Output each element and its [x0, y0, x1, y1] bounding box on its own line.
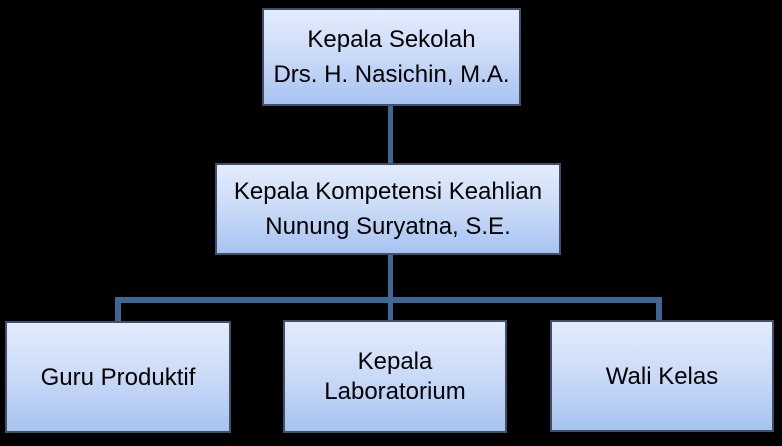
connector-manager-stem — [388, 255, 393, 321]
connector-drop-left — [115, 297, 121, 323]
org-box-kepala-kompetensi-keahlian — [215, 163, 561, 255]
person-name: Drs. H. Nasichin, M.A. — [273, 61, 510, 88]
org-box-kepala-laboratorium — [283, 320, 507, 433]
org-box-guru-produktif — [5, 321, 231, 433]
person-name: Nunung Suryatna, S.E. — [265, 213, 511, 240]
role-title: Kepala Sekolah — [307, 26, 476, 53]
connector-root-to-manager — [388, 106, 393, 163]
connector-horizontal-bar — [115, 297, 662, 303]
role-title: Kepala Laboratorium — [324, 347, 466, 405]
role-title: Kepala Kompetensi Keahlian — [233, 178, 543, 205]
org-box-kepala-sekolah — [262, 8, 521, 106]
org-box-wali-kelas — [550, 320, 774, 432]
role-title: Wali Kelas — [605, 362, 719, 390]
role-title: Guru Produktif — [40, 363, 196, 391]
